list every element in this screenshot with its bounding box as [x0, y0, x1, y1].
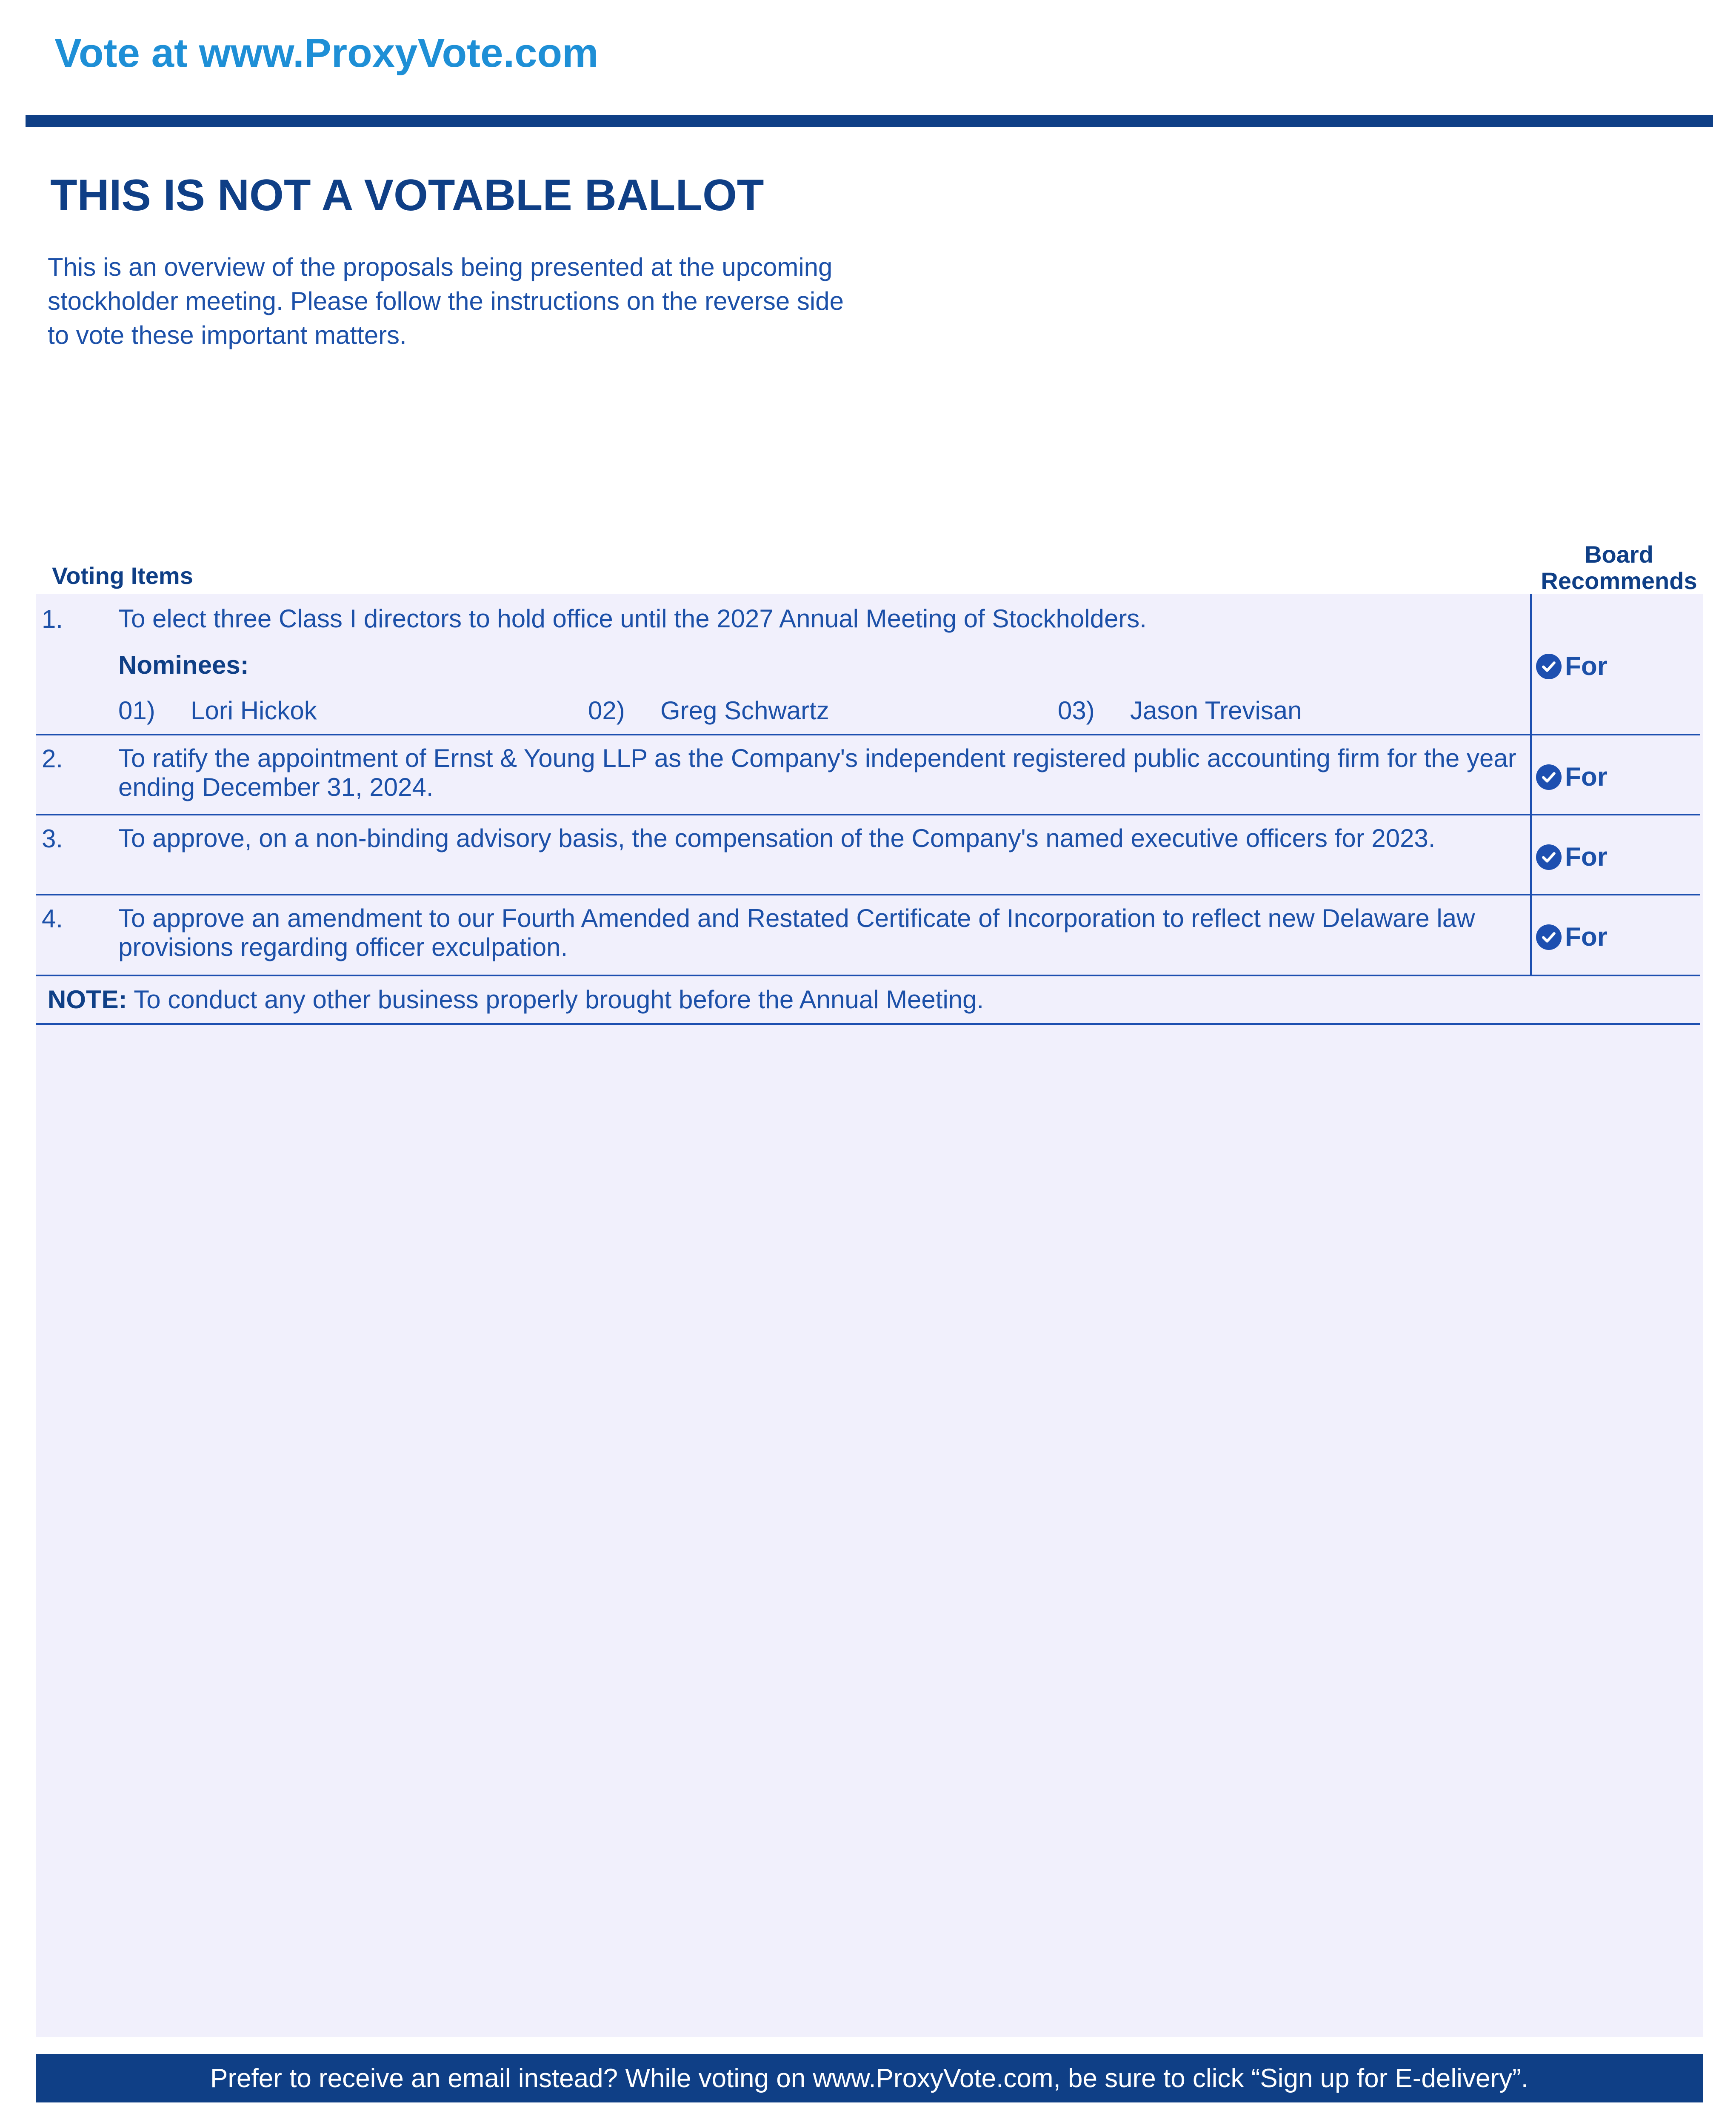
- row-divider: [36, 734, 1700, 735]
- item-4-number: 4.: [42, 904, 63, 933]
- note-text: To conduct any other business properly brought before the Annual Meeting.: [127, 985, 984, 1014]
- row-divider: [36, 975, 1700, 976]
- nominee-1-number: 01): [118, 696, 155, 725]
- item-4-recommendation: [1536, 922, 1608, 952]
- item-3-text: To approve, on a non-binding advisory basis, the compensation of the Company's named executive officers for 2023.: [118, 824, 1436, 852]
- note-row: [48, 985, 984, 1014]
- board-recommends-header: Board Recommends: [1541, 541, 1697, 594]
- item-2-number: 2.: [42, 744, 63, 773]
- header-rule: [26, 115, 1713, 127]
- item-3-rec-label: For: [1565, 842, 1608, 872]
- nominees-label: Nominees:: [118, 651, 249, 679]
- nominee-3-number: 03): [1058, 696, 1095, 725]
- item-4-rec-label: For: [1565, 922, 1608, 952]
- nominee-2: [588, 696, 829, 725]
- check-circle-icon: [1536, 844, 1562, 870]
- voting-items-header: Voting Items: [52, 562, 193, 589]
- nominee-3-name: Jason Trevisan: [1130, 696, 1302, 725]
- item-2-rec-label: For: [1565, 762, 1608, 792]
- item-1-number: 1.: [42, 605, 63, 633]
- item-1-rec-label: For: [1565, 652, 1608, 681]
- item-1-text: To elect three Class I directors to hold office until the 2027 Annual Meeting of Stockholders.: [118, 604, 1147, 633]
- nominee-3: [1058, 696, 1302, 725]
- nominee-1-name: Lori Hickok: [191, 696, 317, 725]
- page-title: THIS IS NOT A VOTABLE BALLOT: [50, 171, 764, 220]
- check-circle-icon: [1536, 924, 1562, 950]
- row-divider: [36, 1023, 1700, 1025]
- voting-items-panel: [36, 594, 1703, 2037]
- e-delivery-text: Prefer to receive an email instead? While voting on www.ProxyVote.com, be sure to click “Sign up for E-delivery”.: [210, 2063, 1528, 2093]
- item-4-text: To approve an amendment to our Fourth Amended and Restated Certificate of Incorporation to reflect new Delaware law provisions regarding officer exculpation.: [118, 904, 1475, 961]
- item-3-recommendation: [1536, 842, 1608, 872]
- nominee-1: [118, 696, 317, 725]
- note-label: NOTE:: [48, 985, 127, 1014]
- item-1-recommendation: [1536, 651, 1608, 681]
- check-circle-icon: [1536, 764, 1562, 790]
- row-divider: [36, 894, 1700, 895]
- item-2-text: To ratify the appointment of Ernst & Young LLP as the Company's independent registered public accounting firm for the year ending December 31, 2024.: [118, 744, 1516, 801]
- item-3-number: 3.: [42, 824, 63, 853]
- row-divider: [36, 814, 1700, 815]
- check-circle-icon: [1536, 654, 1562, 679]
- nominee-2-number: 02): [588, 696, 625, 725]
- intro-text: This is an overview of the proposals being presented at the upcoming stockholder meeting. Please follow the instructions on the reverse side to vote these important matters.: [48, 253, 844, 349]
- item-2-recommendation: [1536, 762, 1608, 792]
- proxyvote-link[interactable]: Vote at www.ProxyVote.com: [54, 30, 599, 76]
- e-delivery-banner: [36, 2054, 1703, 2102]
- nominee-2-name: Greg Schwartz: [660, 696, 829, 725]
